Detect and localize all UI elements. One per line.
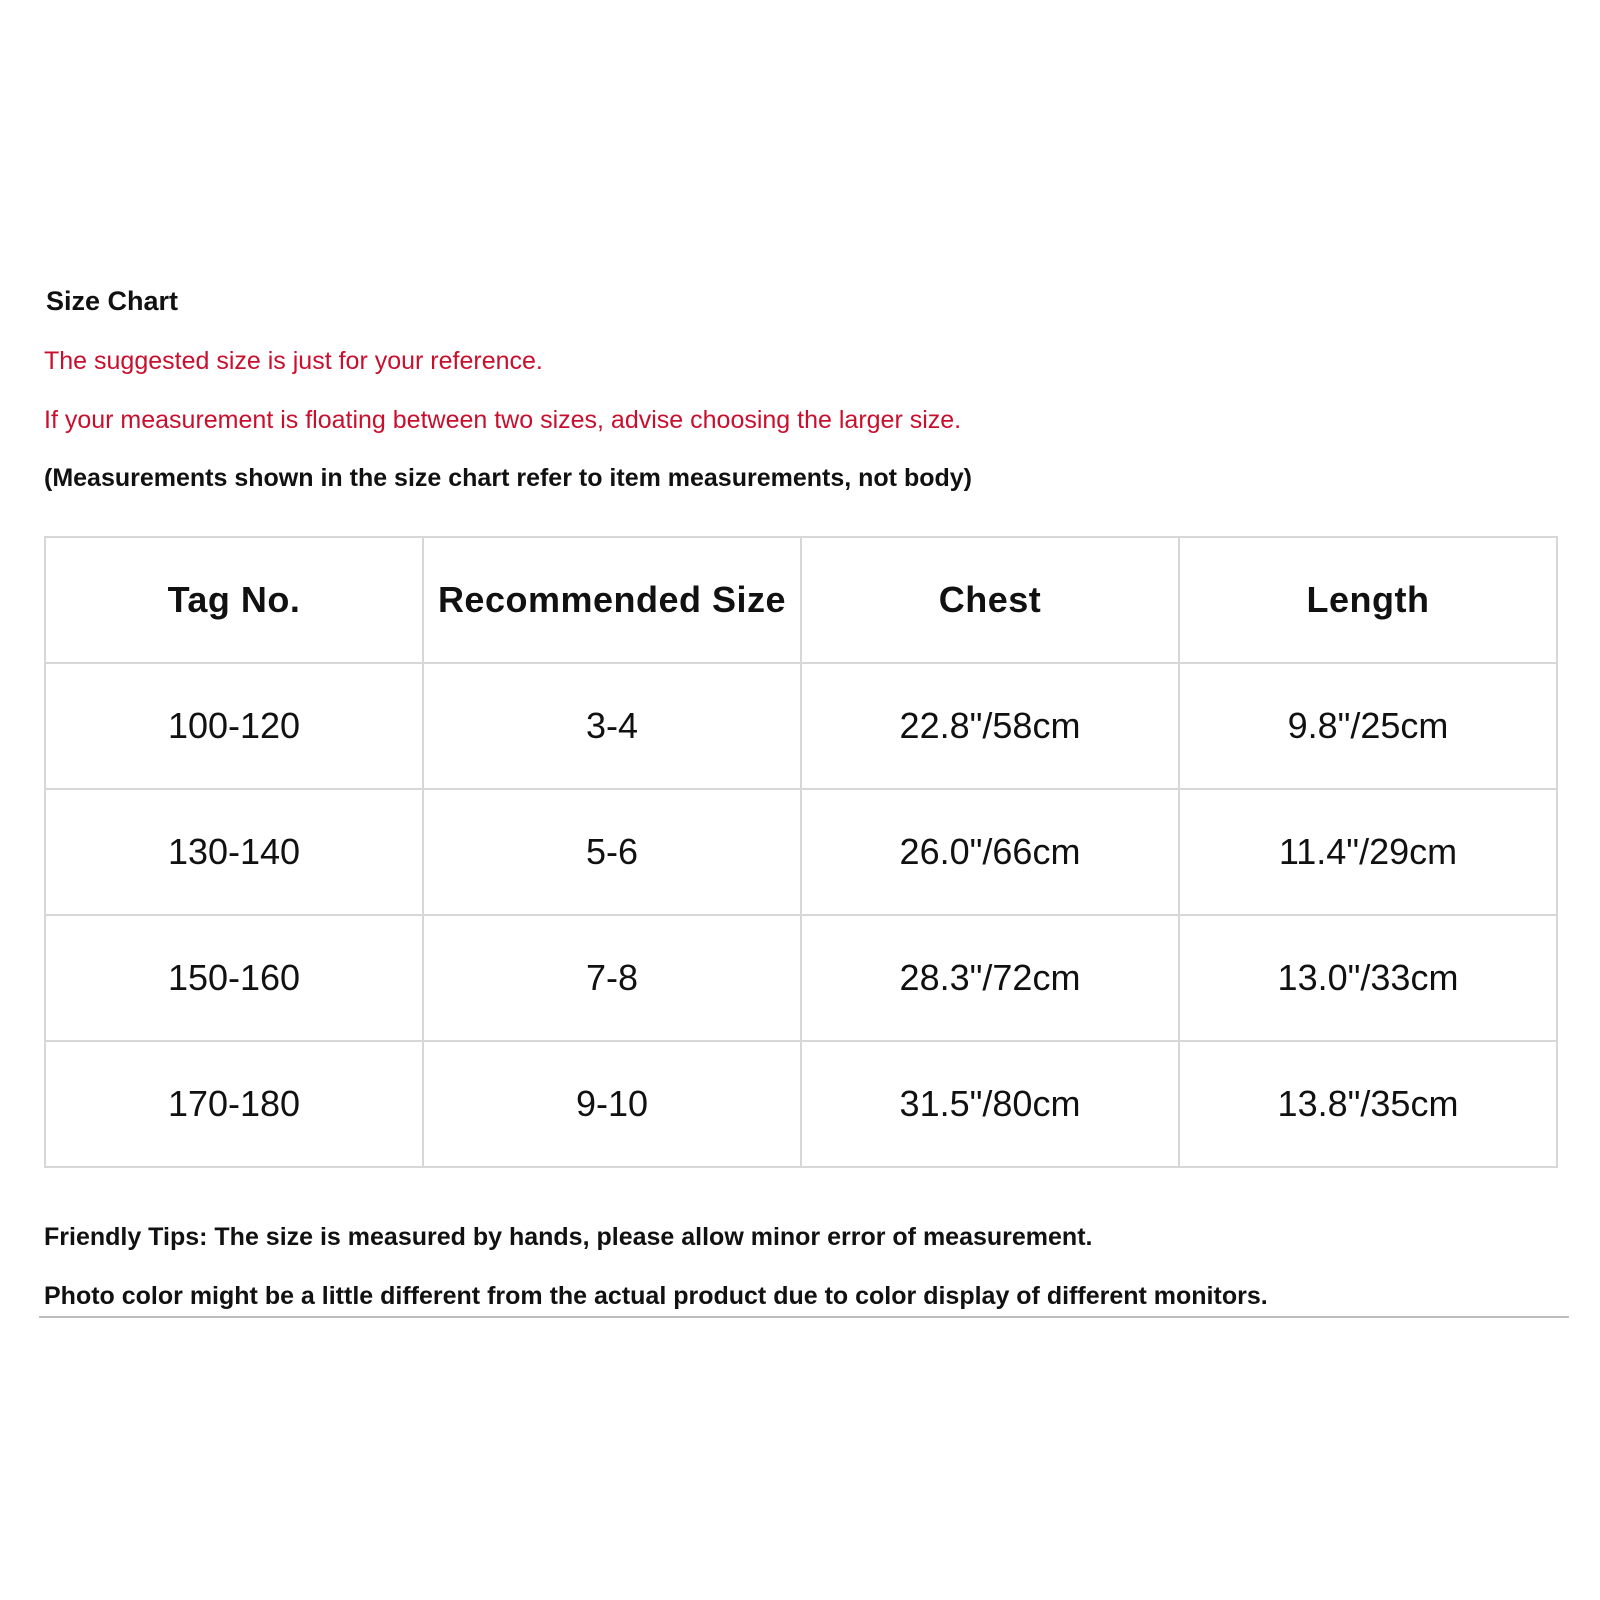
measurement-type-note: (Measurements shown in the size chart refer to item measurements, not body)	[44, 464, 972, 492]
cell-chest: 28.3"/72cm	[801, 915, 1179, 1041]
table-row	[45, 915, 1557, 1041]
cell-recommended-size: 3-4	[423, 663, 801, 789]
cell-recommended-size: 7-8	[423, 915, 801, 1041]
cell-tag-no: 100-120	[45, 663, 423, 789]
size-table	[44, 536, 1558, 1168]
cell-tag-no: 170-180	[45, 1041, 423, 1167]
cell-recommended-size: 9-10	[423, 1041, 801, 1167]
header-recommended-size: Recommended Size	[423, 537, 801, 663]
reference-note: The suggested size is just for your reference.	[44, 347, 543, 375]
cell-length: 13.8"/35cm	[1179, 1041, 1557, 1167]
table-row	[45, 663, 1557, 789]
cell-length: 13.0"/33cm	[1179, 915, 1557, 1041]
cell-chest: 31.5"/80cm	[801, 1041, 1179, 1167]
table-row	[45, 1041, 1557, 1167]
photo-color-tip: Photo color might be a little different from the actual product due to color display of different monitors.	[44, 1282, 1268, 1310]
bottom-divider	[39, 1316, 1569, 1318]
cell-recommended-size: 5-6	[423, 789, 801, 915]
table-row	[45, 789, 1557, 915]
cell-length: 11.4"/29cm	[1179, 789, 1557, 915]
header-length: Length	[1179, 537, 1557, 663]
cell-tag-no: 150-160	[45, 915, 423, 1041]
cell-chest: 26.0"/66cm	[801, 789, 1179, 915]
hand-measured-tip: Friendly Tips: The size is measured by hands, please allow minor error of measurement.	[44, 1223, 1093, 1251]
cell-length: 9.8"/25cm	[1179, 663, 1557, 789]
between-sizes-note: If your measurement is floating between two sizes, advise choosing the larger size.	[44, 406, 962, 434]
cell-tag-no: 130-140	[45, 789, 423, 915]
page-title: Size Chart	[46, 286, 179, 316]
table-header-row	[45, 537, 1557, 663]
header-chest: Chest	[801, 537, 1179, 663]
header-tag-no: Tag No.	[45, 537, 423, 663]
cell-chest: 22.8"/58cm	[801, 663, 1179, 789]
